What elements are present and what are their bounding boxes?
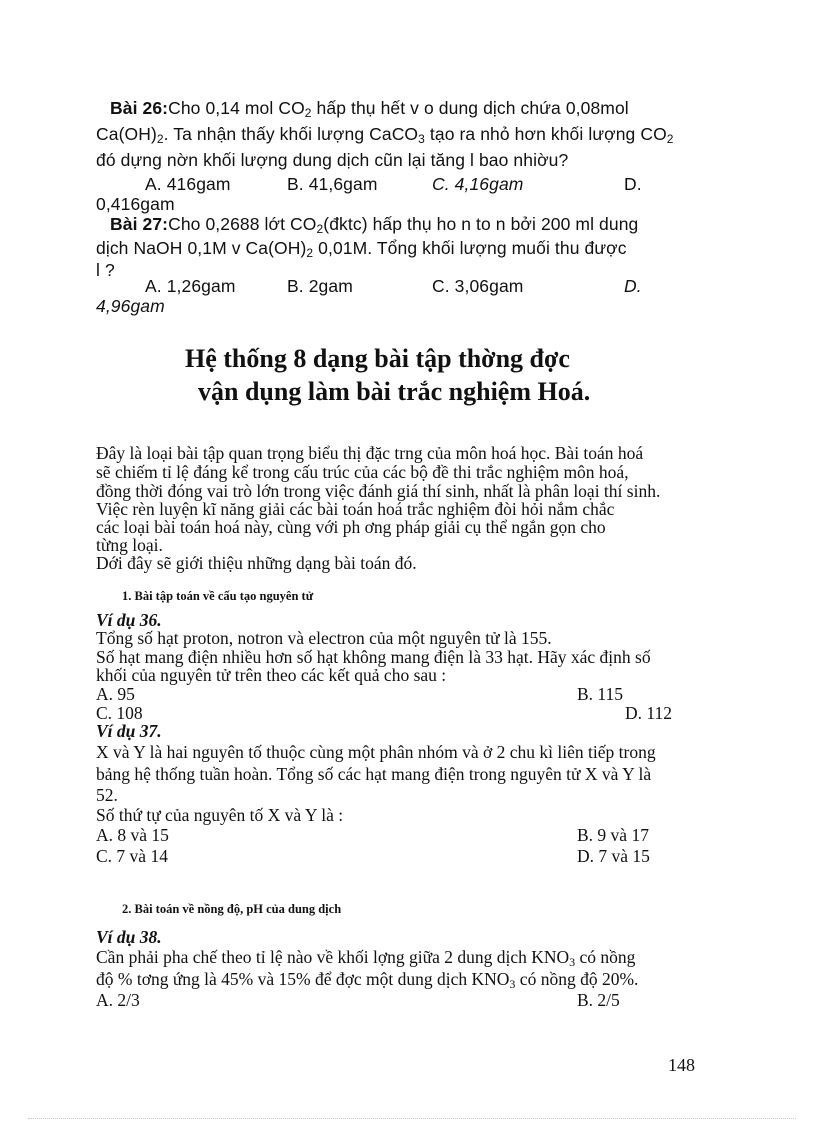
problem-26-line-2: $Ca(OH)_2$. Ta nhận thấy khối lượng CaCO$_3$ tạo ra nhỏ hơn khối lượng $CO_2$ (96, 124, 674, 146)
intro-line: các loại bài toán hoá này, cùng với ph ơng pháp giải cụ thể ngắn gọn cho (96, 517, 606, 537)
example-38-title: Ví dụ 38. (96, 927, 162, 947)
option-d: D. 7 và 15 (577, 846, 650, 866)
option-b: B. 2/5 (577, 990, 620, 1010)
option-b: B. 9 và 17 (577, 825, 649, 845)
option-a: A. 2/3 (96, 990, 140, 1010)
intro-line: từng loại. (96, 535, 163, 555)
intro-line: sẽ chiếm tỉ lệ đáng kể trong cấu trúc của các bộ đề thi trắc nghiệm môn hoá, (96, 462, 629, 482)
example-36-title: Ví dụ 36. (96, 610, 162, 630)
option-d-value: 0,416gam (96, 194, 175, 214)
example-38-line-1: Cần phải pha chế theo tỉ lệ nào về khối lợng giữa 2 dung dịch $KNO_3$ có nồng (96, 947, 636, 969)
problem-27-label: Bài 27: (110, 214, 169, 234)
problem-27-line-3: l ? (96, 260, 115, 280)
option-a: A. 8 và 15 (96, 825, 169, 845)
page-number: 148 (668, 1055, 695, 1075)
example-36-line: khối của nguyên tử trên theo các kết quả cho sau : (96, 665, 447, 685)
problem-27-line-2: dịch NaOH 0,1M v $Ca(OH)_2$ 0,01M. Tổng khối lượng muối thu được (96, 238, 627, 260)
example-38-line-2: độ % tơng ứng là 45% và 15% để đợc một dung dịch $KNO_3$ có nồng độ 20%. (96, 969, 639, 991)
option-c: C. 4,16gam (432, 174, 524, 194)
example-37-title: Ví dụ 37. (96, 721, 162, 741)
option-c: C. 108 (96, 703, 143, 723)
problem-27-line-1: Bài 27:Cho 0,2688 lớt $CO_2(đktc)$ hấp thụ ho n to n bởi 200 ml dung (110, 214, 639, 236)
option-c: C. 3,06gam (432, 276, 524, 296)
example-37-line: 52. (96, 785, 118, 805)
option-b: B. 2gam (287, 276, 353, 296)
example-37-line: bảng hệ thống tuần hoàn. Tổng số các hạt mang điện trong nguyên tử X và Y là (96, 764, 652, 784)
problem-26-line-3: đó dựng nờn khối lượng dung dịch cũn lại tăng l bao nhiờu? (96, 150, 569, 170)
example-36-line: Số hạt mang điện nhiều hơn số hạt không mang điện là 33 hạt. Hãy xác định số (96, 647, 651, 667)
option-a: A. 95 (96, 684, 135, 704)
chapter-heading-line-2: vận dụng làm bài trắc nghiệm Hoá. (198, 377, 591, 406)
problem-26-line-1: Bài 26:Cho 0,14 mol $CO_2$ hấp thụ hết v o dung dịch chứa 0,08mol (110, 98, 629, 120)
option-d: D. 112 (625, 703, 672, 723)
intro-line: Dới đây sẽ giới thiệu những dạng bài toán đó. (96, 553, 417, 573)
option-b: B. 41,6gam (287, 174, 378, 194)
intro-line: Đây là loại bài tập quan trọng biểu thị đặc trng của môn hoá học. Bài toán hoá (96, 443, 644, 463)
option-d: D. (624, 276, 642, 296)
section-1-title: 1. Bài tập toán về cấu tạo nguyên tử (122, 589, 314, 603)
option-d: D. (624, 174, 642, 194)
chapter-heading-line-1: Hệ thống 8 dạng bài tập thờng đợc (185, 344, 570, 373)
option-a: A. 1,26gam (145, 276, 236, 296)
option-a: A. 416gam (145, 174, 231, 194)
option-d-value: 4,96gam (96, 296, 165, 316)
section-2-title: 2. Bài toán về nồng độ, pH của dung dịch (122, 902, 342, 916)
page-bottom-rule (28, 1118, 796, 1119)
problem-26-label: Bài 26: (110, 98, 169, 118)
intro-line: Việc rèn luyện kĩ năng giải các bài toán hoá trắc nghiệm đòi hỏi nắm chắc (96, 499, 615, 519)
intro-line: đồng thời đóng vai trò lớn trong việc đánh giá thí sinh, nhất là phân loại thí sinh. (96, 481, 661, 501)
example-36-line: Tổng số hạt proton, notron và electron của một nguyên tử là 155. (96, 628, 552, 648)
option-c: C. 7 và 14 (96, 846, 168, 866)
example-37-line: Số thứ tự của nguyên tố X và Y là : (96, 805, 344, 825)
example-37-line: X và Y là hai nguyên tố thuộc cùng một phân nhóm và ở 2 chu kì liên tiếp trong (96, 742, 656, 762)
option-b: B. 115 (577, 684, 624, 704)
